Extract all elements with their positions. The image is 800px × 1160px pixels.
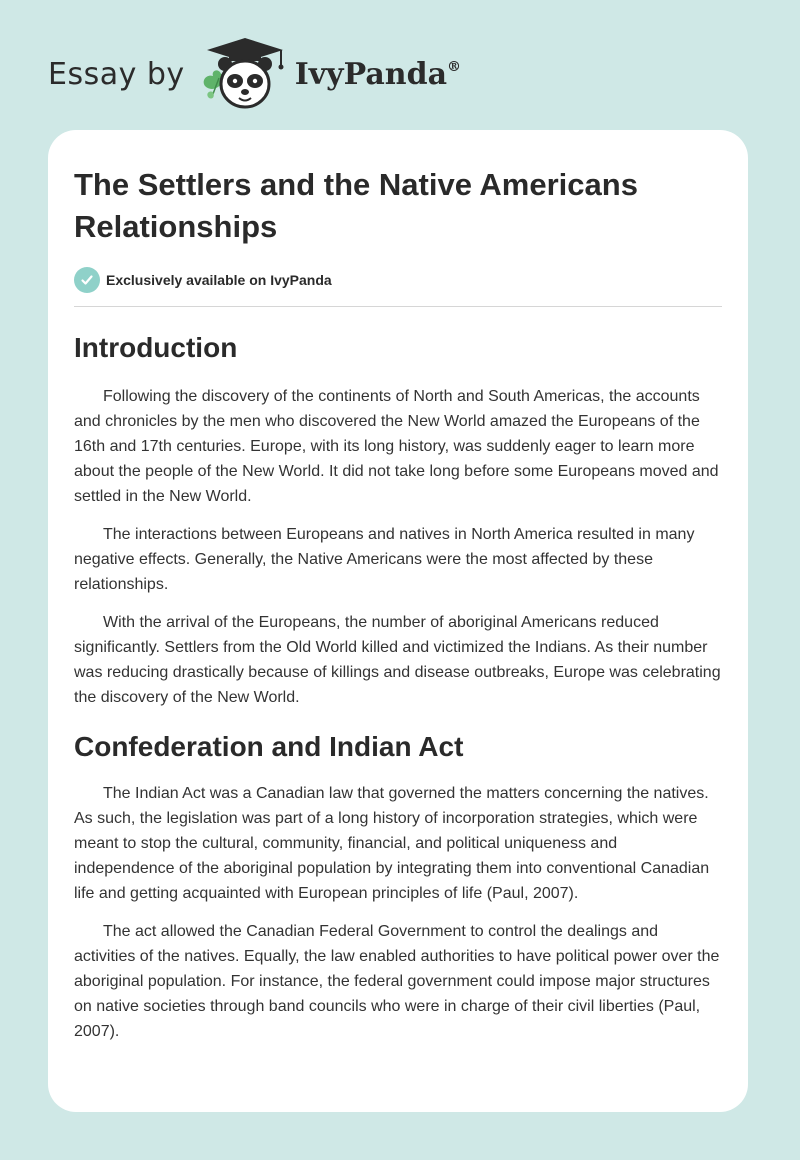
paragraph: The act allowed the Canadian Federal Government to control the dealings and activities of the natives. Equally, the law enabled authorities to have political power over the aboriginal population. For instance, the federal government could impose major structures on native societies through band councils who were in charge of their civil liberties (Paul, 2007). (74, 923, 720, 1040)
essay-card (48, 130, 748, 1112)
exclusive-badge (74, 266, 722, 294)
ivypanda-logo-icon[interactable] (199, 36, 291, 112)
paragraph: With the arrival of the Europeans, the number of aboriginal Americans reduced significantly. Settlers from the Old World killed and victimized the Indians. As their number was reducing drastically because of killings and disease outbreaks, Europe was celebrating the discovery of the New World. (74, 614, 721, 706)
paragraph: The interactions between Europeans and natives in North America resulted in many negative effects. Generally, the Native Americans were the most affected by these relationships. (74, 526, 695, 593)
title-divider (74, 306, 722, 307)
brand-name[interactable] (295, 57, 461, 92)
exclusive-label: Exclusively available on IvyPanda (106, 272, 332, 288)
registered-mark: ® (447, 58, 462, 75)
check-icon (74, 267, 100, 293)
essay-title: The Settlers and the Native Americans Relationships (74, 167, 638, 244)
paragraph: The Indian Act was a Canadian law that governed the matters concerning the natives. As such, the legislation was part of a long history of incorporation strategies, which were meant to stop the cultural, community, financial, and political uniqueness and independence of the aboriginal population by integrating them into conventional Canadian life and getting acquainted with European principles of life (Paul, 2007). (74, 785, 710, 902)
essay-by-label: Essay by (48, 56, 185, 92)
site-header (48, 34, 461, 114)
paragraph: Following the discovery of the continents of North and South Americas, the accounts and chronicles by the men who discovered the New World amazed the Europeans of the 16th and 17th centuries. Europe, with its long history, was suddenly eager to learn more about the people of the New World. It did not take long before some Europeans moved and settled in the New World. (74, 388, 719, 505)
section-heading-introduction: Introduction (74, 332, 238, 363)
section-heading-confederation: Confederation and Indian Act (74, 731, 464, 762)
brand-text: IvyPanda (294, 56, 448, 92)
